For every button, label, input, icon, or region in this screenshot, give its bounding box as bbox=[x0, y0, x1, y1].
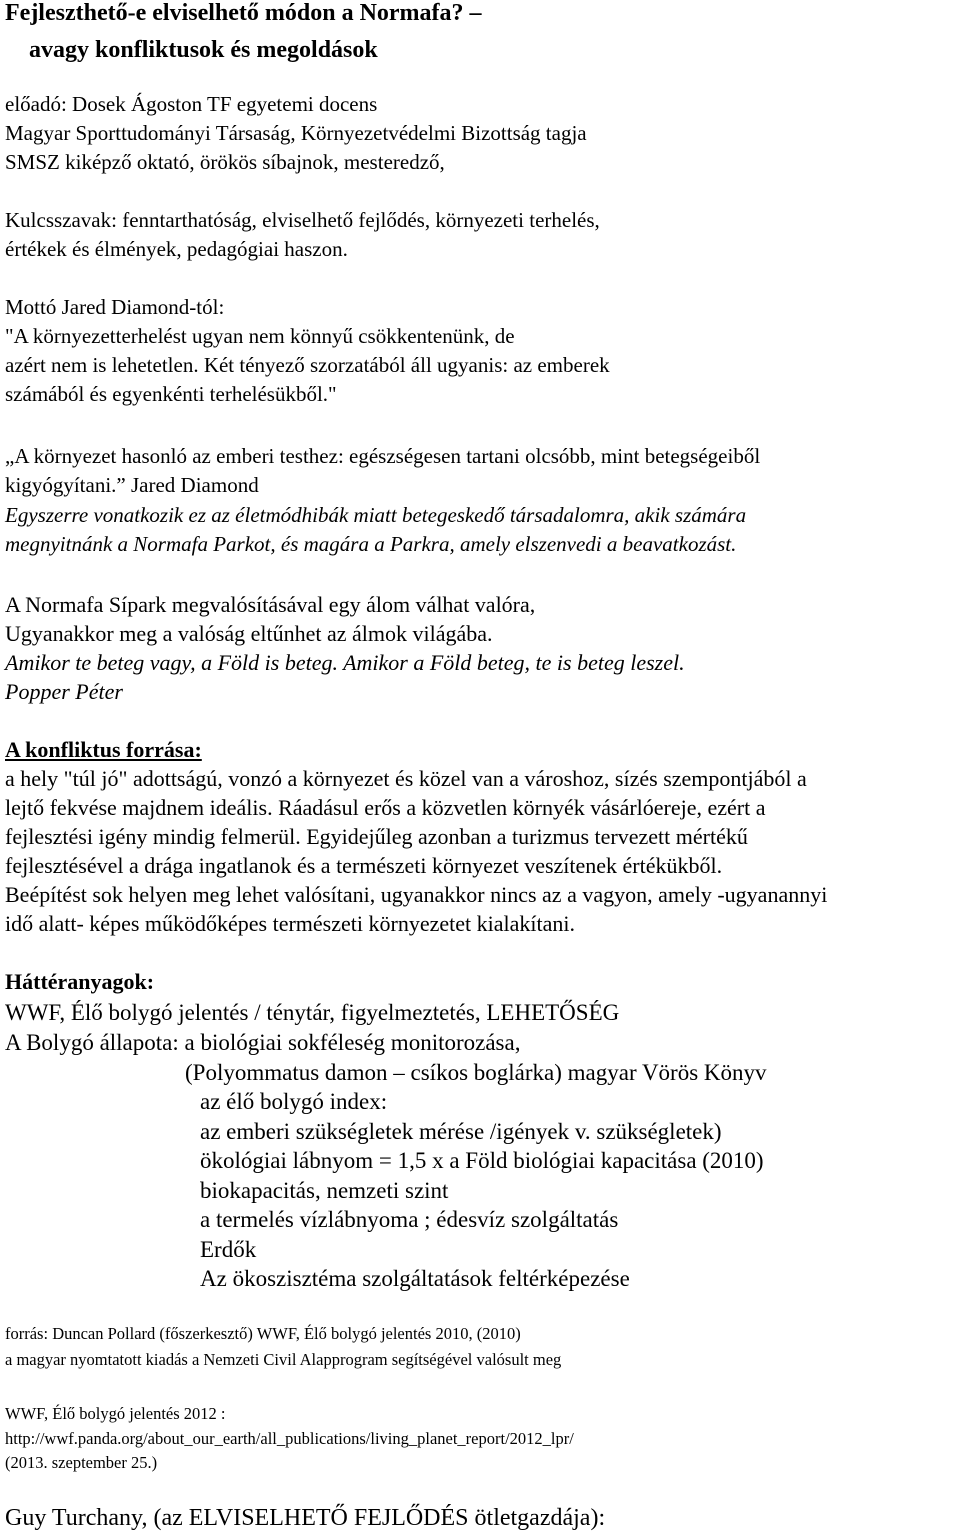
keywords-line-2: értékek és élmények, pedagógiai haszon. bbox=[5, 237, 348, 261]
conflict-line-2: lejtő fekvése majdnem ideális. Ráadásul erős a közvetlen környék vásárlóereje, ezért a bbox=[5, 795, 766, 820]
conflict-line-4: fejlesztésével a drága ingatlanok és a természeti környezet veszítenek értékükből. bbox=[5, 853, 723, 878]
background-item: az emberi szükségletek mérése /igények v. szükségletek) bbox=[200, 1119, 722, 1144]
motto-line-2: "A környezetterhelést ugyan nem könnyű csökkentenünk, de bbox=[5, 324, 515, 348]
background-item: biokapacitás, nemzeti szint bbox=[200, 1178, 449, 1203]
sipark-line-2: Ugyanakkor meg a valóság eltűnhet az álmok világába. bbox=[5, 621, 493, 646]
footer-line: Guy Turchany, (az ELVISELHETŐ FEJLŐDÉS ötletgazdája): bbox=[5, 1505, 606, 1531]
presenter-line-3: SMSZ kiképző oktató, örökös síbajnok, mesteredző, bbox=[5, 150, 445, 174]
sipark-line-4: Popper Péter bbox=[5, 679, 123, 704]
background-item: a termelés vízlábnyoma ; édesvíz szolgáltatás bbox=[200, 1207, 619, 1232]
background-item: Az ökoszisztéma szolgáltatások feltérképezése bbox=[200, 1266, 630, 1291]
quote-italic-line-2: megnyitnánk a Normafa Parkot, és magára a Parkra, amely elszenvedi a beavatkozást. bbox=[5, 532, 737, 556]
source-line-1: forrás: Duncan Pollard (főszerkesztő) WWF, Élő bolygó jelentés 2010, (2010) bbox=[5, 1324, 521, 1343]
presenter-line-1: előadó: Dosek Ágoston TF egyetemi docens bbox=[5, 92, 378, 116]
quote-line-1: „A környezet hasonló az emberi testhez: egészségesen tartani olcsóbb, mint betegségeiből bbox=[5, 444, 761, 468]
source-line-5: (2013. szeptember 25.) bbox=[5, 1453, 158, 1472]
background-bolygo-line: A Bolygó állapota: a biológiai sokféleség monitorozása, bbox=[5, 1030, 521, 1055]
quote-line-2: kigyógyítani.” Jared Diamond bbox=[5, 473, 259, 497]
title-line-1: Fejleszthető-e elviselhető módon a Normafa? – bbox=[5, 0, 482, 26]
conflict-line-6: idő alatt- képes működőképes természeti környezetet kialakítani. bbox=[5, 911, 575, 936]
sipark-line-1: A Normafa Sípark megvalósításával egy álom válhat valóra, bbox=[5, 592, 536, 617]
background-item: az élő bolygó index: bbox=[200, 1089, 388, 1114]
sipark-line-3: Amikor te beteg vagy, a Föld is beteg. Amikor a Föld beteg, te is beteg leszel. bbox=[5, 650, 685, 675]
keywords-line-1: Kulcsszavak: fenntarthatóság, elviselhető fejlődés, környezeti terhelés, bbox=[5, 208, 600, 232]
background-item: (Polyommatus damon – csíkos boglárka) magyar Vörös Könyv bbox=[185, 1060, 767, 1085]
conflict-line-1: a hely "túl jó" adottságú, vonzó a környezet és közel van a városhoz, sízés szempontjából a bbox=[5, 766, 807, 791]
conflict-heading: A konfliktus forrása: bbox=[5, 737, 202, 762]
title-line-2: avagy konfliktusok és megoldások bbox=[29, 37, 378, 63]
motto-line-3: azért nem is lehetetlen. Két tényező szorzatából áll ugyanis: az emberek bbox=[5, 353, 610, 377]
source-line-2: a magyar nyomtatott kiadás a Nemzeti Civil Alapprogram segítségével valósult meg bbox=[5, 1350, 562, 1369]
motto-line-4: számából és egyenkénti terhelésükből." bbox=[5, 382, 337, 406]
background-item: ökológiai lábnyom = 1,5 x a Föld biológiai kapacitása (2010) bbox=[200, 1148, 764, 1173]
source-url-link[interactable]: http://wwf.panda.org/about_our_earth/all_publications/living_planet_report/2012_lpr/ bbox=[5, 1429, 574, 1448]
conflict-line-5: Beépítést sok helyen meg lehet valósítani, ugyanakkor nincs az a vagyon, amely -ugyanannyi bbox=[5, 882, 828, 907]
background-wwf-line: WWF, Élő bolygó jelentés / ténytár, figyelmeztetés, LEHETŐSÉG bbox=[5, 1000, 620, 1025]
background-item: Erdők bbox=[200, 1237, 257, 1262]
quote-italic-line-1: Egyszerre vonatkozik ez az életmódhibák miatt betegeskedő társadalomra, akik számára bbox=[5, 503, 747, 527]
source-line-3: WWF, Élő bolygó jelentés 2012 : bbox=[5, 1404, 226, 1423]
presenter-line-2: Magyar Sporttudományi Társaság, Környezetvédelmi Bizottság tagja bbox=[5, 121, 587, 145]
background-heading: Háttéranyagok: bbox=[5, 969, 155, 994]
motto-line-1: Mottó Jared Diamond-tól: bbox=[5, 295, 225, 319]
conflict-line-3: fejlesztési igény mindig felmerül. Egyidejűleg azonban a turizmus tervezett mértékű bbox=[5, 824, 748, 849]
